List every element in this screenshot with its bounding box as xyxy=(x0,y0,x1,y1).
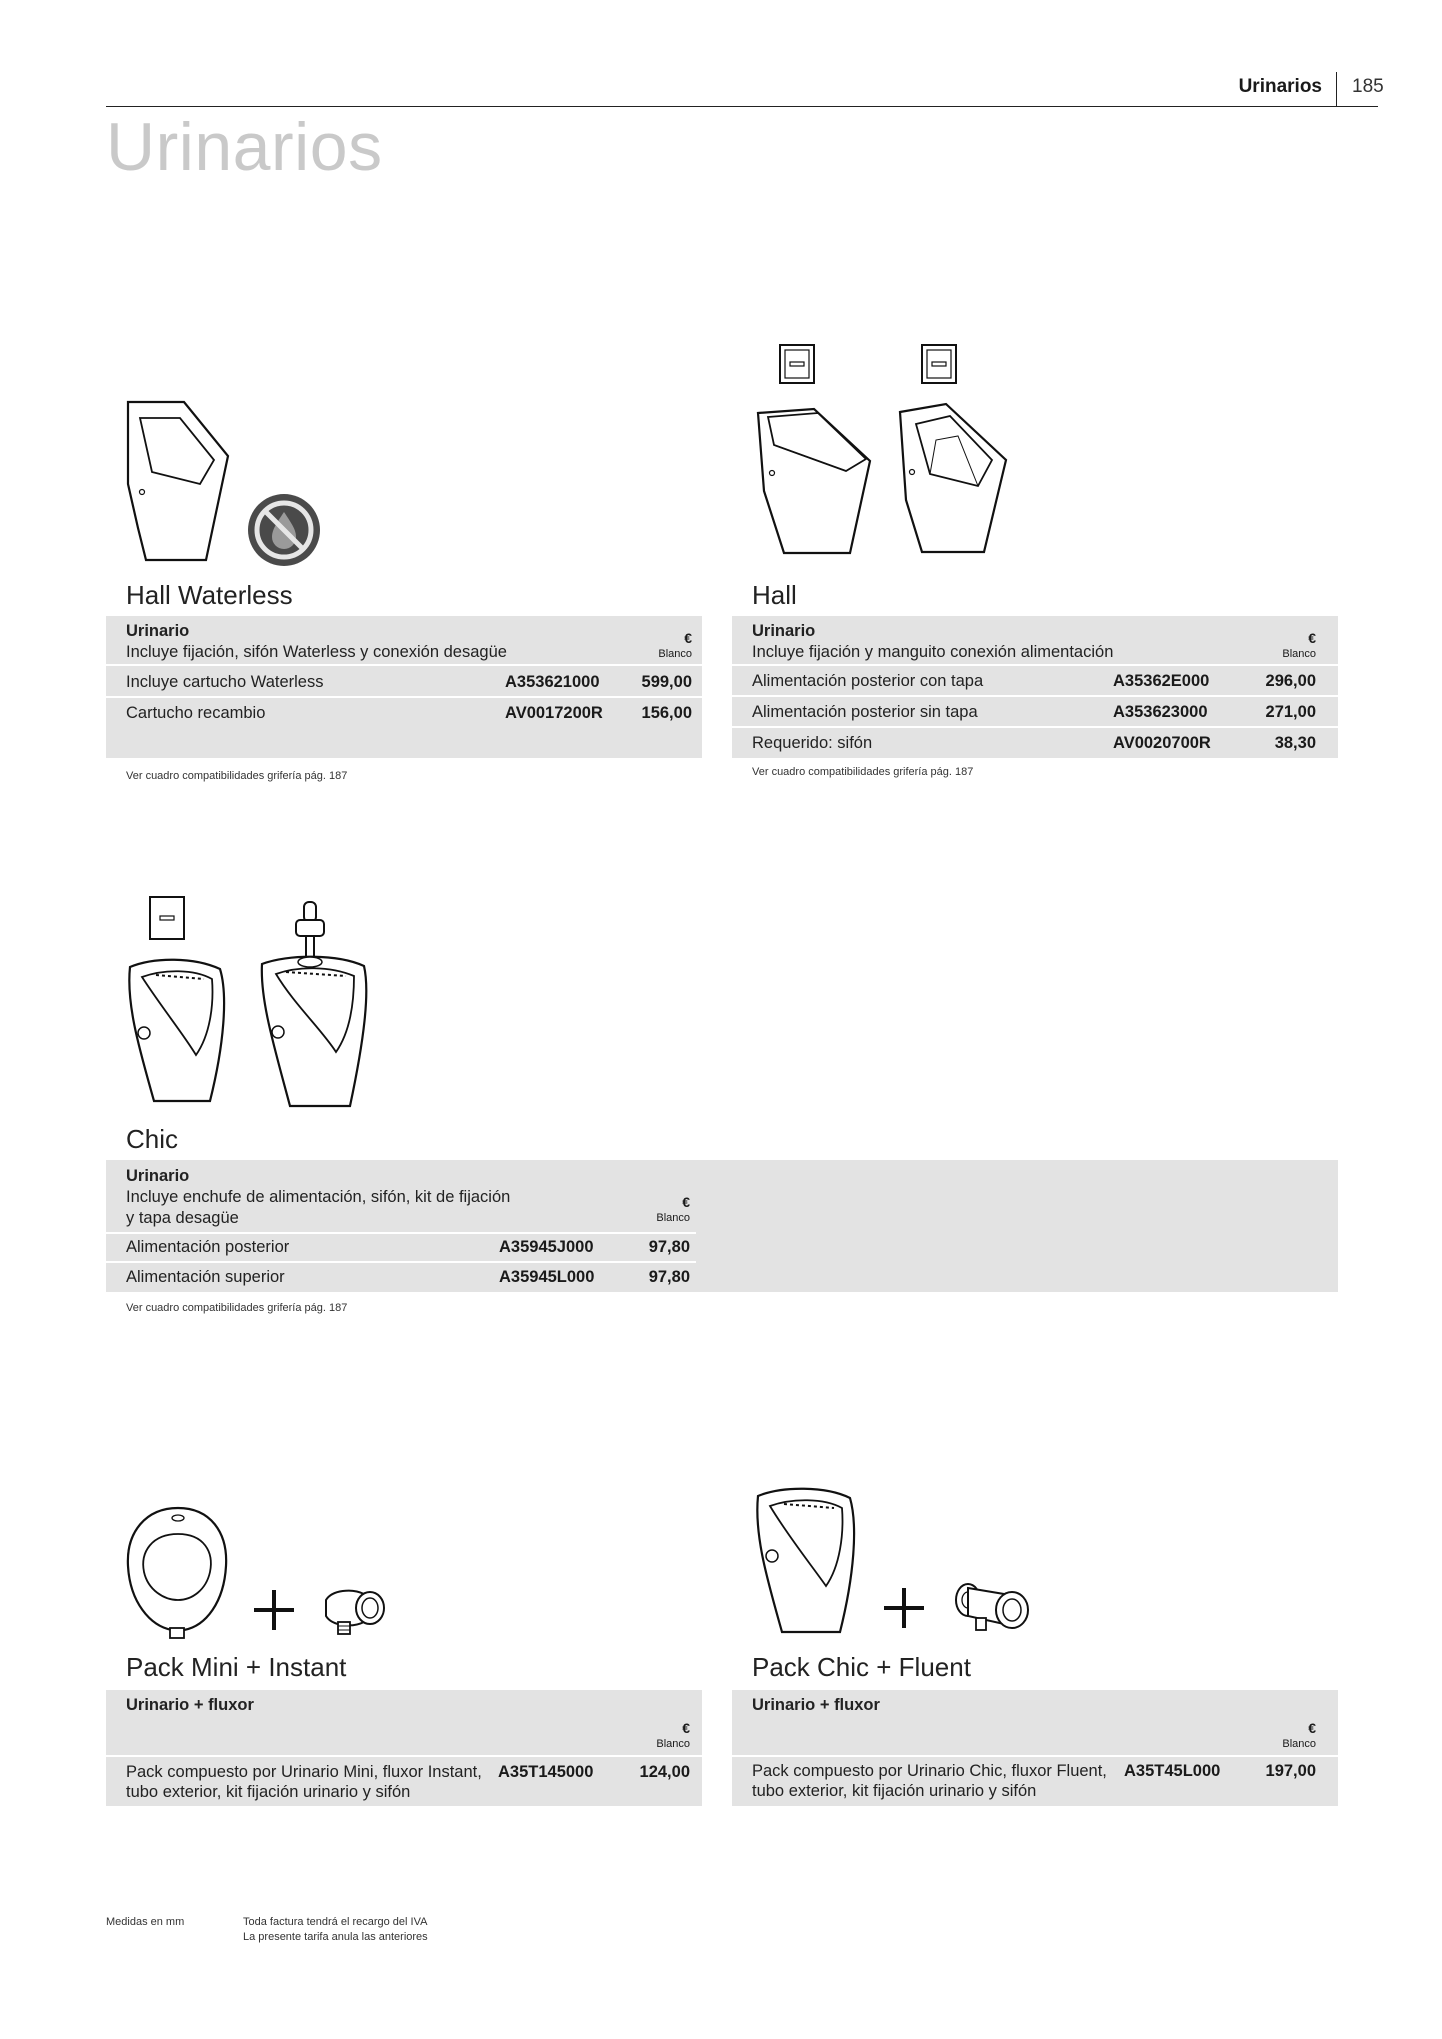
row-divider xyxy=(106,696,702,698)
product-name-hall: Hall xyxy=(752,580,797,610)
fluxor-instant-valve-illustration xyxy=(318,1582,388,1638)
product-price: 97,80 xyxy=(648,1268,690,1286)
header-rule xyxy=(106,106,1378,107)
product-price: 97,80 xyxy=(648,1238,690,1256)
pack-description-line2: tubo exterior, kit fijación urinario y sifón xyxy=(752,1782,1037,1800)
product-code: A353621000 xyxy=(505,673,600,691)
table-description-line1: Incluye enchufe de alimentación, sifón, kit de fijación xyxy=(126,1188,511,1206)
hall-urinal-with-lid-illustration xyxy=(754,405,874,555)
price-table-chic xyxy=(106,1160,1338,1292)
row-divider xyxy=(106,1261,696,1263)
chic-urinal-top-supply-illustration xyxy=(258,900,370,1110)
header-divider xyxy=(1336,72,1337,106)
compatibility-note: Ver cuadro compatibilidades grifería pág. 187 xyxy=(752,766,974,778)
color-column-label: Blanco xyxy=(1282,1738,1316,1750)
table-row-label: Alimentación superior xyxy=(126,1268,285,1286)
table-row-label: Alimentación posterior con tapa xyxy=(752,672,984,690)
color-column-label: Blanco xyxy=(656,1738,690,1750)
product-price: 197,00 xyxy=(1265,1762,1316,1780)
product-price: 124,00 xyxy=(639,1763,690,1781)
pack-description-line1: Pack compuesto por Urinario Chic, fluxor Fluent, xyxy=(752,1762,1107,1780)
product-name-pack-mini-instant: Pack Mini + Instant xyxy=(126,1652,347,1682)
table-row-label: Requerido: sifón xyxy=(752,734,873,752)
table-heading: Urinario + fluxor xyxy=(126,1696,254,1714)
hall-urinal-illustration xyxy=(896,400,1008,555)
table-row-label: Alimentación posterior xyxy=(126,1238,290,1256)
product-name-chic: Chic xyxy=(126,1124,179,1154)
product-code: A35T45L000 xyxy=(1124,1762,1221,1780)
hall-waterless-urinal-illustration xyxy=(124,398,234,563)
chic-urinal-illustration xyxy=(124,955,230,1105)
plus-icon xyxy=(882,1586,926,1630)
table-heading: Urinario xyxy=(126,622,190,640)
product-price: 38,30 xyxy=(1274,734,1316,752)
table-description: Incluye fijación y manguito conexión alimentación xyxy=(752,643,1114,661)
flush-button-icon xyxy=(148,895,186,941)
product-code: A35T145000 xyxy=(498,1763,594,1781)
row-divider xyxy=(732,664,1338,666)
table-heading: Urinario xyxy=(752,622,816,640)
row-divider xyxy=(732,695,1338,697)
product-price: 271,00 xyxy=(1265,703,1316,721)
product-price: 599,00 xyxy=(641,673,692,691)
product-name-pack-chic-fluent: Pack Chic + Fluent xyxy=(752,1652,971,1682)
row-divider xyxy=(106,1232,696,1234)
product-code: A35362E000 xyxy=(1113,672,1210,690)
mini-urinal-illustration xyxy=(124,1504,232,1640)
row-divider xyxy=(106,664,702,666)
pack-description-line2: tubo exterior, kit fijación urinario y sifón xyxy=(126,1783,411,1801)
flush-button-icon xyxy=(920,343,958,385)
footer-units: Medidas en mm xyxy=(106,1916,185,1928)
product-price: 156,00 xyxy=(641,704,692,722)
product-code: A35945L000 xyxy=(499,1268,595,1286)
compatibility-note: Ver cuadro compatibilidades grifería pág. 187 xyxy=(126,770,348,782)
currency-symbol: € xyxy=(1308,630,1316,646)
product-price: 296,00 xyxy=(1265,672,1316,690)
product-code: AV0017200R xyxy=(505,704,603,722)
plus-icon xyxy=(252,1588,296,1632)
table-heading: Urinario + fluxor xyxy=(752,1696,880,1714)
header-section-title: Urinarios xyxy=(1238,76,1322,97)
currency-symbol: € xyxy=(682,1720,690,1736)
product-code: A35945J000 xyxy=(499,1238,594,1256)
flush-button-icon xyxy=(778,343,816,385)
page-number: 185 xyxy=(1352,76,1384,97)
chic-urinal-illustration xyxy=(752,1486,860,1636)
waterless-no-water-icon xyxy=(246,492,322,568)
table-description-line2: y tapa desagüe xyxy=(126,1209,239,1227)
currency-symbol: € xyxy=(1308,1720,1316,1736)
pack-description-line1: Pack compuesto por Urinario Mini, fluxor Instant, xyxy=(126,1763,482,1781)
fluxor-fluent-valve-illustration xyxy=(954,1578,1032,1640)
table-row-label: Alimentación posterior sin tapa xyxy=(752,703,978,721)
table-row-label: Cartucho recambio xyxy=(126,704,266,722)
page-title: Urinarios xyxy=(106,109,383,185)
color-column-label: Blanco xyxy=(656,1212,690,1224)
compatibility-note: Ver cuadro compatibilidades grifería pág. 187 xyxy=(126,1302,348,1314)
table-description: Incluye fijación, sifón Waterless y conexión desagüe xyxy=(126,643,507,661)
row-divider xyxy=(106,1755,702,1757)
footer-tariff-note: La presente tarifa anula las anteriores xyxy=(243,1931,428,1943)
product-code: AV0020700R xyxy=(1113,734,1211,752)
row-divider xyxy=(732,726,1338,728)
table-heading: Urinario xyxy=(126,1167,190,1185)
footer-vat-note: Toda factura tendrá el recargo del IVA xyxy=(243,1916,428,1928)
product-code: A353623000 xyxy=(1113,703,1208,721)
table-row-label: Incluye cartucho Waterless xyxy=(126,673,324,691)
currency-symbol: € xyxy=(684,630,692,646)
color-column-label: Blanco xyxy=(1282,648,1316,660)
currency-symbol: € xyxy=(682,1194,690,1210)
row-divider xyxy=(732,1755,1338,1757)
product-name-hall-waterless: Hall Waterless xyxy=(126,580,293,610)
color-column-label: Blanco xyxy=(658,648,692,660)
